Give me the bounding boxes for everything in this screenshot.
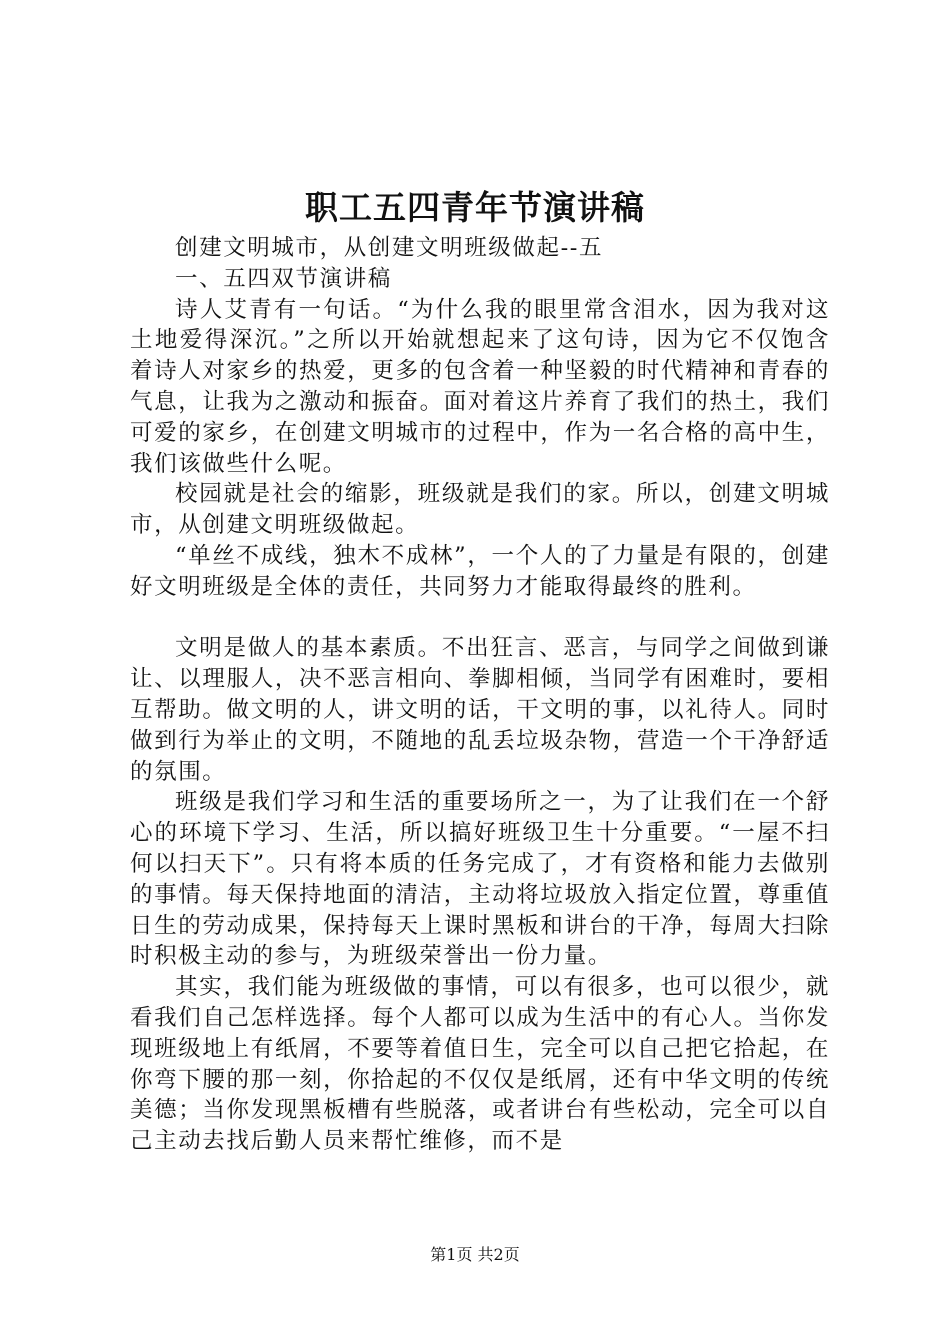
paragraph: 诗人艾青有一句话。“为什么我的眼里常含泪水，因为我对这土地爱得深沉。”之所以开始就想起来了这句诗，因为它不仅饱含着诗人对家乡的热爱，更多的包含着一种坚毅的时代精神和青春的气息，让我为之激动和振奋。面对着这片养育了我们的热土，我们可爱的家乡，在创建文明城市的过程中，作为一名合格的高中生，我们该做些什么呢。 [130,296,830,477]
paragraph: 其实，我们能为班级做的事情，可以有很多，也可以很少，就看我们自己怎样选择。每个人都可以成为生活中的有心人。当你发现班级地上有纸屑，不要等着值日生，完全可以自己把它拾起，在你弯下腰的那一刻，你拾起的不仅仅是纸屑，还有中华文明的传统美德；当你发现黑板槽有些脱落，或者讲台有些松动，完全可以自己主动去找后勤人员来帮忙维修，而不是 [130,974,830,1155]
paragraph: “单丝不成线，独木不成林”，一个人的了力量是有限的，创建好文明班级是全体的责任，共同努力才能取得最终的胜利。 [130,542,830,600]
document-body [130,233,830,1157]
paragraph: 校园就是社会的缩影，班级就是我们的家。所以，创建文明城市，从创建文明班级做起。 [130,481,830,539]
page-number-footer: 第1页 共2页 [430,1245,520,1264]
paragraph: 文明是做人的基本素质。不出狂言、恶言，与同学之间做到谦让、以理服人，决不恶言相向、拳脚相倾，当同学有困难时，要相互帮助。做文明的人，讲文明的话，干文明的事，以礼待人。同时做到行为举止的文明，不随地的乱丢垃圾杂物，营造一个干净舒适的氛围。 [130,635,830,785]
paragraph: 创建文明城市，从创建文明班级做起--五 [175,235,604,261]
document-title: 职工五四青年节演讲稿 [305,188,645,227]
paragraph: 一、五四双节演讲稿 [175,265,392,292]
paragraph: 班级是我们学习和生活的重要场所之一，为了让我们在一个舒心的环境下学习、生活，所以搞好班级卫生十分重要。“一屋不扫何以扫天下”。只有将本质的任务完成了，才有资格和能力去做别的事情。每天保持地面的清洁，主动将垃圾放入指定位置，尊重值日生的劳动成果，保持每天上课时黑板和讲台的干净，每周大扫除时积极主动的参与，为班级荣誉出一份力量。 [130,789,830,970]
